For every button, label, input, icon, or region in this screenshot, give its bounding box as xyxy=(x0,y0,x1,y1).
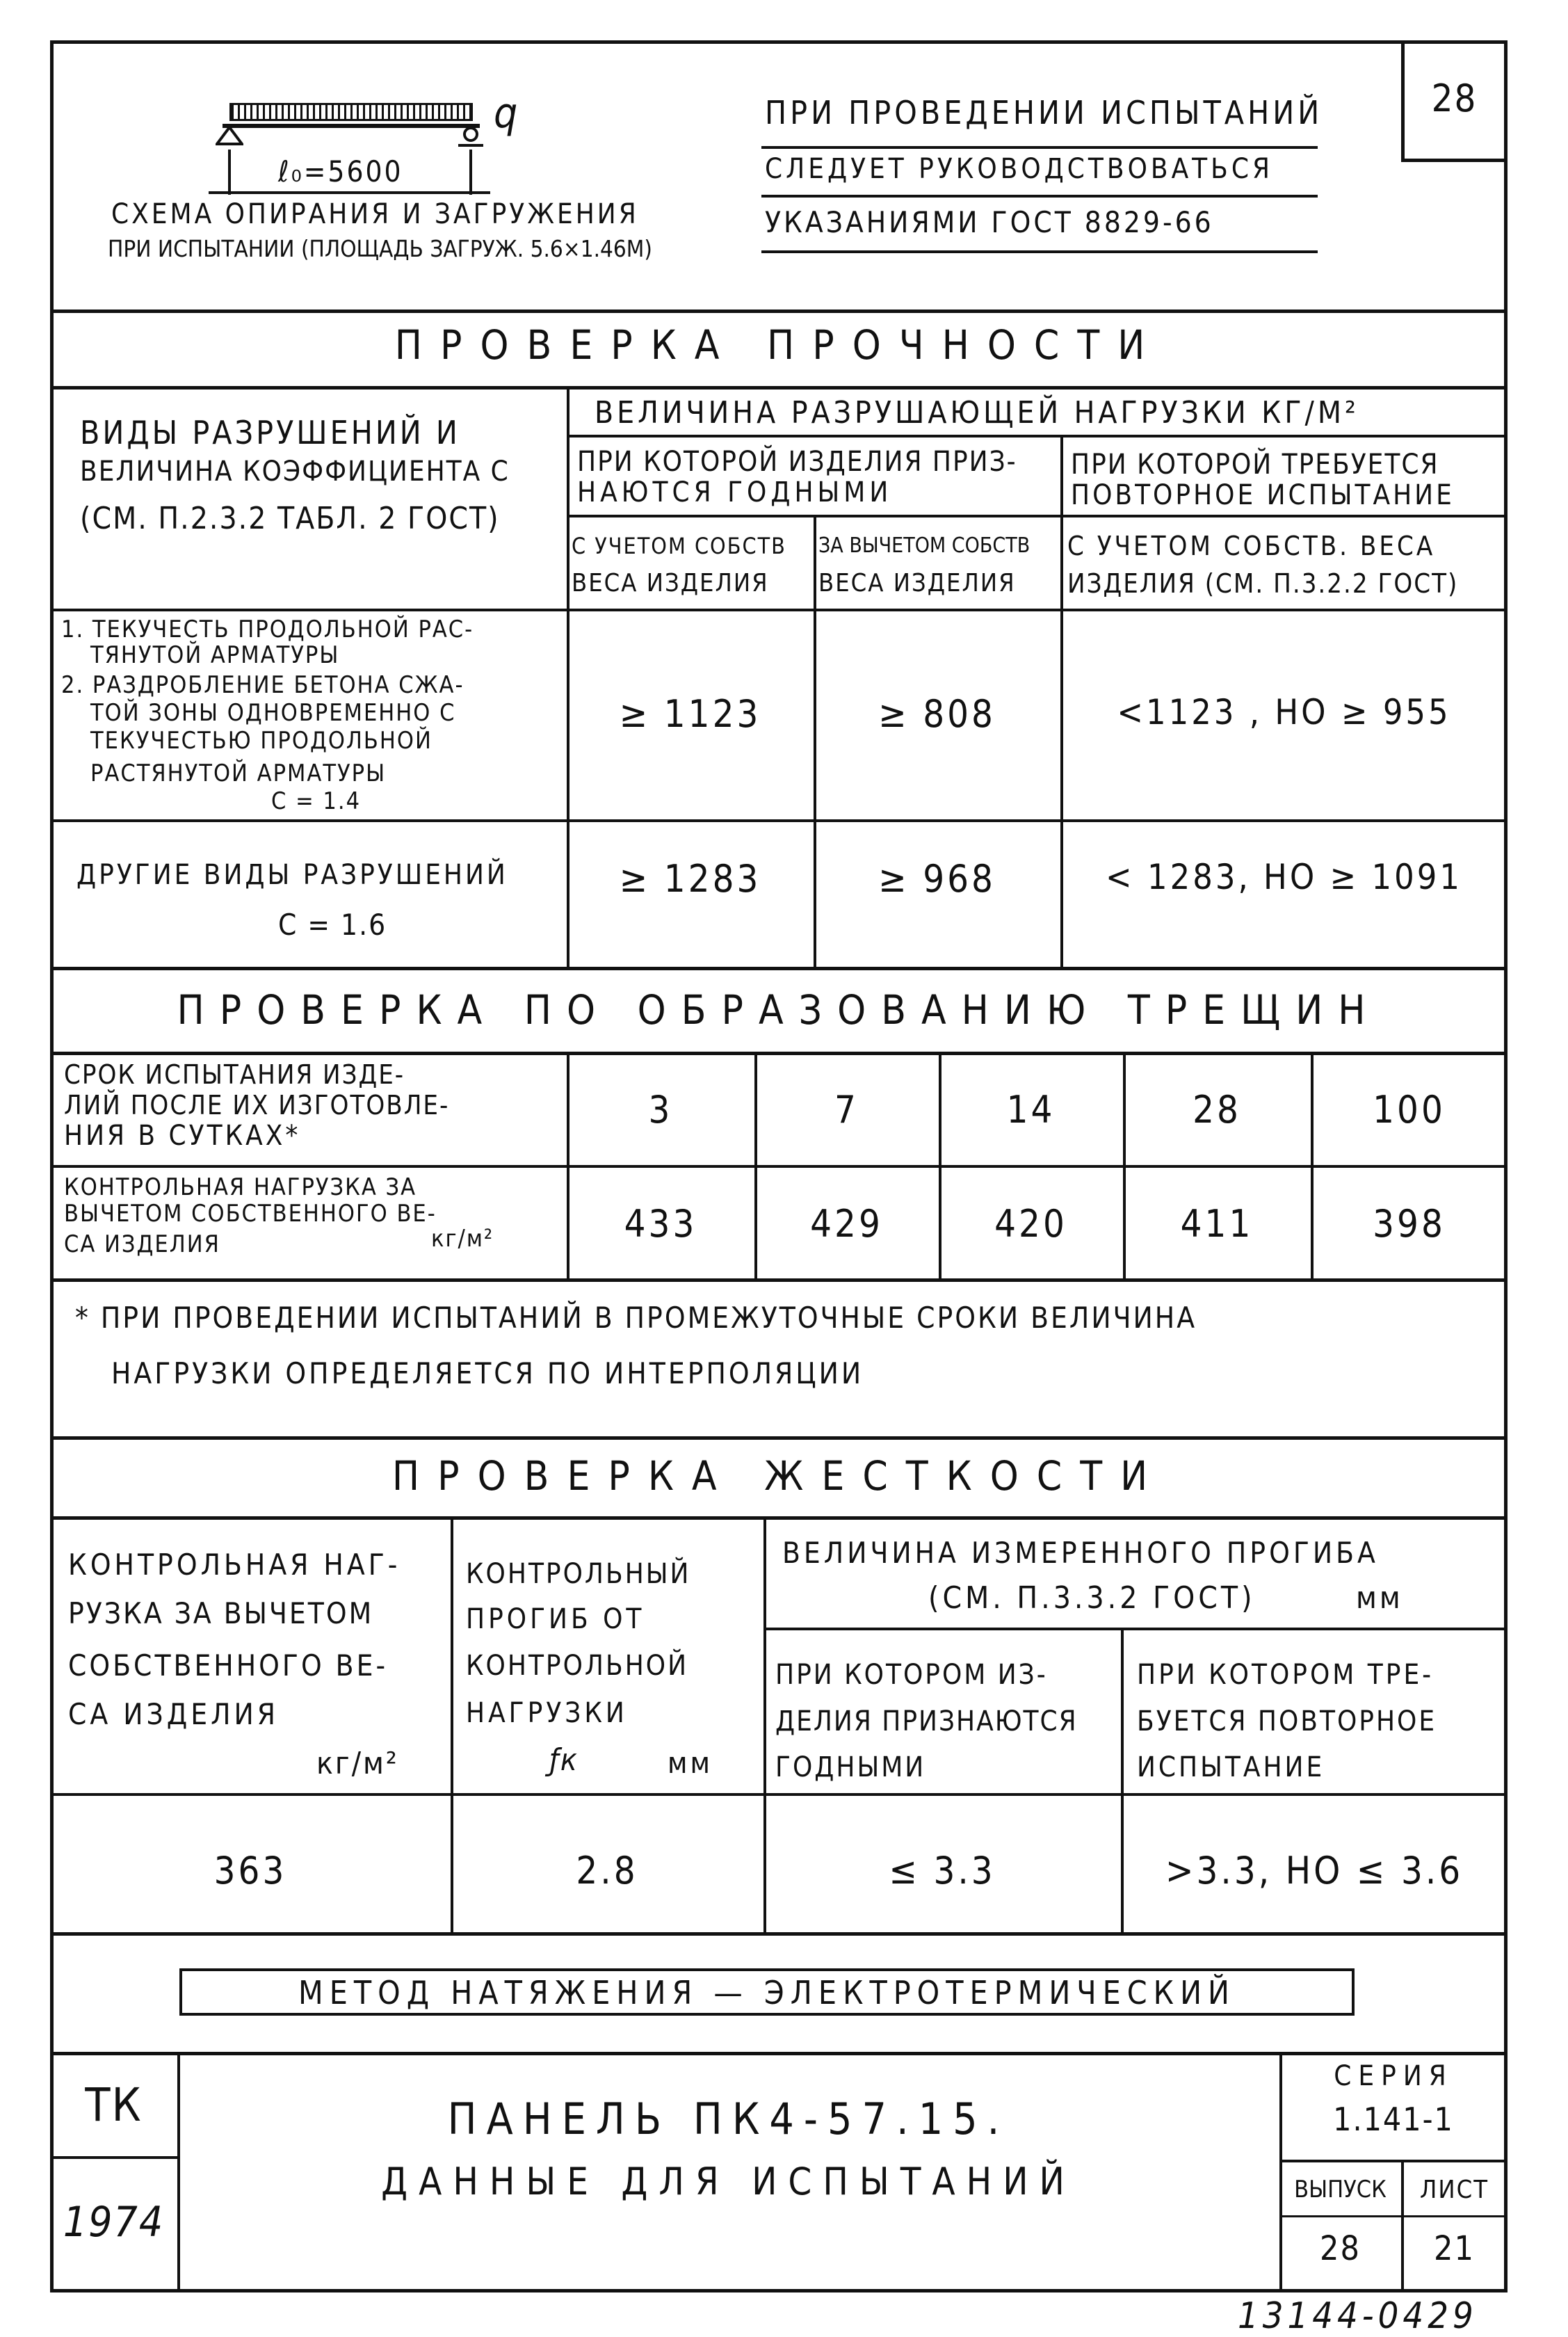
row1-desc-3: 2. РАЗДРОБЛЕНИЕ БЕТОНА СЖА- xyxy=(61,671,464,699)
types-header-2: ВЕЛИЧИНА КОЭФФИЦИЕНТА С xyxy=(80,456,510,488)
types-header-1: ВИДЫ РАЗРУШЕНИЙ И xyxy=(80,414,460,451)
beam-line xyxy=(223,124,480,128)
series-label: СЕРИЯ xyxy=(1334,2060,1453,2092)
row1-with-weight: ≥ 1123 xyxy=(619,692,761,736)
stiffness-title: ПРОВЕРКА ЖЕСТКОСТИ xyxy=(391,1452,1166,1500)
titleblock-issue-split xyxy=(1279,2215,1508,2217)
rule-stiffness-title-bottom xyxy=(50,1516,1508,1520)
load-hatch xyxy=(229,103,473,121)
sub-with-2: ВЕСА ИЗДЕЛИЯ xyxy=(572,569,769,597)
stiff-col2-symbol: ƒк xyxy=(549,1742,579,1778)
control-load-unit: кг/м² xyxy=(431,1225,494,1253)
year: 1974 xyxy=(63,2198,165,2247)
stiff-retest-3: ИСПЫТАНИЕ xyxy=(1137,1751,1325,1783)
control-load-label-2: ВЫЧЕТОМ СОБСТВЕННОГО ВЕ- xyxy=(64,1200,437,1228)
row2-desc-1: ДРУГИЕ ВИДЫ РАЗРУШЕНИЙ xyxy=(76,859,508,891)
load-mark: q xyxy=(494,89,519,138)
rule-strength-title-bottom xyxy=(50,386,1508,390)
row1-desc-1: 1. ТЕКУЧЕСТЬ ПРОДОЛЬНОЙ РАС- xyxy=(61,616,474,643)
right-support-icon xyxy=(455,127,486,151)
stiff-retest-2: БУЕТСЯ ПОВТОРНОЕ xyxy=(1137,1705,1437,1737)
load-3: 420 xyxy=(994,1202,1067,1246)
fit-header-2: НАЮТСЯ ГОДНЫМИ xyxy=(577,476,893,508)
note-underline-3 xyxy=(761,250,1318,253)
row1-desc-5: ТЕКУЧЕСТЬЮ ПРОДОЛЬНОЙ xyxy=(90,727,433,755)
titleblock-top xyxy=(50,2052,1508,2055)
stiff-hline-1 xyxy=(763,1628,1508,1630)
sub-retest-1: С УЧЕТОМ СОБСТВ. ВЕСА xyxy=(1067,531,1436,561)
method-text: МЕТОД НАТЯЖЕНИЯ — ЭЛЕКТРОТЕРМИЧЕСКИЙ xyxy=(298,1974,1236,2011)
stiff-bottom xyxy=(50,1932,1508,1936)
term-label-1: СРОК ИСПЫТАНИЯ ИЗДЕ- xyxy=(64,1059,405,1090)
stiff-col2-1: КОНТРОЛЬНЫЙ xyxy=(466,1558,691,1590)
stiff-col1-2: РУЗКА ЗА ВЫЧЕТОМ xyxy=(68,1596,374,1630)
stiff-load-value: 363 xyxy=(213,1849,287,1893)
titleblock-right-split xyxy=(1279,2160,1508,2162)
strength-hline-3 xyxy=(50,609,1508,611)
scheme-caption-2: ПРИ ИСПЫТАНИИ (ПЛОЩАДЬ ЗАГРУЖ. 5.6×1.46М) xyxy=(108,235,652,262)
control-load-label-3: СА ИЗДЕЛИЯ xyxy=(64,1230,220,1258)
stiff-col2-3: КОНТРОЛЬНОЙ xyxy=(466,1650,688,1682)
day-5: 100 xyxy=(1373,1088,1446,1132)
sheet-label: ЛИСТ xyxy=(1420,2176,1489,2204)
series-value: 1.141-1 xyxy=(1333,2101,1454,2138)
stiff-fit-3: ГОДНЫМИ xyxy=(775,1751,926,1783)
row2-without-weight: ≥ 968 xyxy=(878,857,996,901)
row2-retest: < 1283, НО ≥ 1091 xyxy=(1106,857,1462,897)
issue-value: 28 xyxy=(1320,2229,1361,2268)
stiff-fit-1: ПРИ КОТОРОМ ИЗ- xyxy=(775,1659,1048,1691)
day-2: 7 xyxy=(834,1088,859,1132)
stiff-col1-4: СА ИЗДЕЛИЯ xyxy=(68,1697,280,1731)
dim-line xyxy=(209,191,490,194)
scheme-caption-1: СХЕМА ОПИРАНИЯ И ЗАГРУЖЕНИЯ xyxy=(111,198,639,230)
stiff-fit-2: ДЕЛИЯ ПРИЗНАЮТСЯ xyxy=(775,1705,1078,1737)
row1-without-weight: ≥ 808 xyxy=(878,692,996,736)
fit-header-1: ПРИ КОТОРОЙ ИЗДЕЛИЯ ПРИЗ- xyxy=(577,446,1017,478)
title-line-2: ДАННЫЕ ДЛЯ ИСПЫТАНИЙ xyxy=(381,2160,1076,2203)
load-4: 411 xyxy=(1180,1202,1254,1246)
stiff-fit-value: ≤ 3.3 xyxy=(889,1849,996,1893)
term-label-2: ЛИЙ ПОСЛЕ ИХ ИЗГОТОВЛЕ- xyxy=(64,1090,450,1121)
note-line-3: УКАЗАНИЯМИ ГОСТ 8829-66 xyxy=(765,205,1214,239)
row2-with-weight: ≥ 1283 xyxy=(619,857,761,901)
strength-hline-1 xyxy=(567,435,1508,437)
row1-desc-4: ТОЙ ЗОНЫ ОДНОВРЕМЕННО С xyxy=(90,699,456,727)
stiff-col3-1: ВЕЛИЧИНА ИЗМЕРЕННОГО ПРОГИБА xyxy=(782,1536,1379,1570)
row1-desc-6: РАСТЯНУТОЙ АРМАТУРЫ xyxy=(90,760,387,787)
strength-hline-2 xyxy=(567,515,1508,517)
note-line-1: ПРИ ПРОВЕДЕНИИ ИСПЫТАНИЙ xyxy=(765,94,1323,131)
load-1: 433 xyxy=(624,1202,697,1246)
strength-bottom xyxy=(50,967,1508,970)
titleblock-left-split xyxy=(50,2156,177,2159)
dim-tick-left xyxy=(228,150,231,195)
note-underline-1 xyxy=(761,146,1318,149)
strength-title: ПРОВЕРКА ПРОЧНОСТИ xyxy=(394,321,1163,369)
note-line-2: СЛЕДУЕТ РУКОВОДСТВОВАТЬСЯ xyxy=(765,153,1273,185)
footnote-line-1: * ПРИ ПРОВЕДЕНИИ ИСПЫТАНИЙ В ПРОМЕЖУТОЧНЫЕ СРОКИ ВЕЛИЧИНА xyxy=(75,1301,1197,1335)
stiff-col1-3: СОБСТВЕННОГО ВЕ- xyxy=(68,1648,389,1683)
load-5: 398 xyxy=(1373,1202,1446,1246)
types-header-3: (СМ. П.2.3.2 ТАБЛ. 2 ГОСТ) xyxy=(80,501,500,536)
sub-with-1: С УЧЕТОМ СОБСТВ xyxy=(572,533,786,559)
archive-stamp: 13144-0429 xyxy=(1238,2295,1478,2337)
day-3: 14 xyxy=(1006,1088,1056,1132)
day-4: 28 xyxy=(1193,1088,1241,1132)
sub-retest-2: ИЗДЕЛИЯ (СМ. П.3.2.2 ГОСТ) xyxy=(1067,568,1459,599)
stiff-deflection-value: 2.8 xyxy=(576,1849,638,1893)
stiff-col1-1: КОНТРОЛЬНАЯ НАГ- xyxy=(68,1548,401,1582)
strength-col-2 xyxy=(814,515,816,969)
issue-label: ВЫПУСК xyxy=(1294,2176,1387,2203)
row2-desc-2: С = 1.6 xyxy=(278,908,387,942)
dim-tick-right xyxy=(469,150,472,195)
stiff-col2-2: ПРОГИБ ОТ xyxy=(466,1603,645,1635)
sheet-number: 28 xyxy=(1431,77,1478,120)
term-label-3: НИЯ В СУТКАХ* xyxy=(64,1120,301,1152)
footnote-line-2: НАГРУЗКИ ОПРЕДЕЛЯЕТСЯ ПО ИНТЕРПОЛЯЦИИ xyxy=(111,1356,864,1390)
retest-header-2: ПОВТОРНОЕ ИСПЫТАНИЕ xyxy=(1071,479,1455,511)
stiff-col2-4: НАГРУЗКИ xyxy=(466,1697,628,1729)
stiff-col1-unit: кг/м² xyxy=(316,1746,399,1781)
cracks-bottom xyxy=(50,1278,1508,1282)
day-1: 3 xyxy=(648,1088,673,1132)
note-underline-2 xyxy=(761,195,1318,198)
stiff-retest-value: >3.3, НО ≤ 3.6 xyxy=(1165,1849,1464,1893)
row1-desc-7: С = 1.4 xyxy=(271,787,362,815)
load-2: 429 xyxy=(810,1202,883,1246)
stiff-col2-unit: мм xyxy=(668,1746,713,1780)
rule-strength-top xyxy=(50,310,1508,313)
sheet-value: 21 xyxy=(1434,2229,1475,2268)
stiff-col3-2: (СМ. П.3.3.2 ГОСТ) xyxy=(928,1580,1256,1616)
retest-header-1: ПРИ КОТОРОЙ ТРЕБУЕТСЯ xyxy=(1071,449,1439,481)
stiff-col3-unit: мм xyxy=(1356,1580,1403,1616)
org-code: ТК xyxy=(85,2078,143,2132)
cracks-title: ПРОВЕРКА ПО ОБРАЗОВАНИЮ ТРЕЩИН xyxy=(177,986,1381,1034)
row1-desc-2: ТЯНУТОЙ АРМАТУРЫ xyxy=(90,641,340,669)
span-label: ℓ₀=5600 xyxy=(278,154,403,188)
load-header: ВЕЛИЧИНА РАЗРУШАЮЩЕЙ НАГРУЗКИ КГ/М² xyxy=(595,395,1359,431)
sub-without-2: ВЕСА ИЗДЕЛИЯ xyxy=(818,569,1016,597)
rule-cracks-title-bottom xyxy=(50,1052,1508,1055)
control-load-label-1: КОНТРОЛЬНАЯ НАГРУЗКА ЗА xyxy=(64,1173,417,1201)
stiff-retest-1: ПРИ КОТОРОМ ТРЕ- xyxy=(1137,1659,1434,1691)
strength-hline-4 xyxy=(50,819,1508,822)
cracks-hline-mid xyxy=(50,1165,1508,1168)
sub-without-1: ЗА ВЫЧЕТОМ СОБСТВ xyxy=(818,533,1030,558)
row1-retest: <1123 , НО ≥ 955 xyxy=(1117,692,1451,732)
rule-stiffness-top xyxy=(50,1436,1508,1440)
left-support-icon xyxy=(216,127,243,148)
stiff-hline-2 xyxy=(50,1793,1508,1796)
title-line-1: ПАНЕЛЬ ПК4-57.15. xyxy=(447,2094,1010,2144)
